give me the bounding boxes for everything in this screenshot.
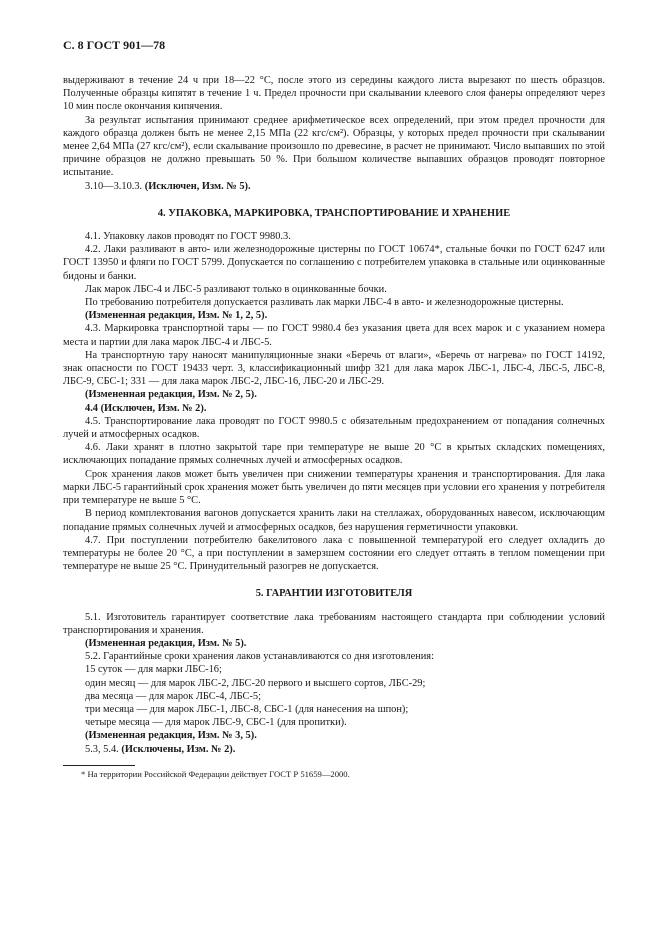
paragraph: Срок хранения лаков может быть увеличен при снижении температуры хранения и транспортирования. Для лака марки ЛБС-5 гарантийный срок хранения может быть увеличен до пяти месяцев при условии его хранения у потребителя при температуре не выше 5 °С. [63, 468, 605, 507]
footnote-divider [63, 765, 135, 766]
footnote: * На территории Российской Федерации действует ГОСТ Р 51659—2000. [81, 768, 350, 779]
list-item: один месяц — для марок ЛБС-2, ЛБС-20 первого и высшего сортов, ЛБС-29; [85, 677, 426, 689]
edit-note: (Измененная редакция, Изм. № 2, 5). [85, 389, 257, 401]
clause-4-2: 4.2. Лаки разливают в авто- или железнодорожные цистерны по ГОСТ 10674*, стальные бочки по ГОСТ 6247 или ГОСТ 13950 и фляги по ГОСТ 5799. Допускается по соглашению с потребителем упаковка в стальные или оцинкованные бидоны и банки. [63, 244, 605, 282]
list-item: 15 суток — для марки ЛБС-16; [85, 664, 222, 676]
paragraph: По требованию потребителя допускается разливать лак марки ЛБС-4 в авто- и железнодорожные цистерны. [85, 297, 564, 309]
clause-number: 3.10—3.10.3. [85, 180, 143, 192]
clause-4-1: 4.1. Упаковку лаков проводят по ГОСТ 9980.3. [85, 231, 291, 243]
clause-5-2: 5.2. Гарантийные сроки хранения лаков устанавливаются со дня изготовления: [85, 651, 434, 663]
section-4-title: 4. УПАКОВКА, МАРКИРОВКА, ТРАНСПОРТИРОВАНИЕ И ХРАНЕНИЕ [157, 207, 511, 219]
clause-4-5: 4.5. Транспортирование лака проводят по ГОСТ 9980.5 с обязательным предохранением от попадания солнечных лучей и атмосферных осадков. [63, 415, 605, 441]
section-5-title: 5. ГАРАНТИИ ИЗГОТОВИТЕЛЯ [255, 588, 413, 600]
clause-note: (Исключен, Изм. № 5). [144, 180, 251, 192]
clause-4-3: 4.3. Маркировка транспортной тары — по ГОСТ 9980.4 без указания цвета для всех марок и с указанием номера места и партии для лака марок ЛБС-4 и ЛБС-5. [63, 323, 605, 348]
list-item: четыре месяца — для марок ЛБС-9, СБС-1 (для пропитки). [85, 717, 347, 729]
clause-4-7: 4.7. При поступлении потребителю бакелитового лака с повышенной температурой его следует охладить до температуры не более 20 °С, а при поступлении в замерзшем состоянии его следует оттаять в теплом помещении при температуре не выше 25 °С. Принудительный разогрев не допускается. [63, 534, 605, 573]
page-header: С. 8 ГОСТ 901—78 [63, 38, 166, 52]
clause-4-6: 4.6. Лаки хранят в плотно закрытой таре при температуре не выше 20 °С в крытых складских помещениях, исключающих попадание прямых солнечных лучей и атмосферных осадков. [63, 442, 605, 467]
paragraph: За результат испытания принимают среднее арифметическое всех определений, при этом предел прочности для каждого образца должен быть не менее 2,15 МПа (22 кгс/см²). Образцы, у которых предел прочности при скалывании менее 2,64 МПа (27 кгс/см²), если скалывание произошло по древесине, в расчет не принимают. Число выпавших по этой причине образцов не должно превышать 50 %. При большом количестве выпавших образцов проводят повторное испытание. [63, 114, 605, 179]
edit-note: (Измененная редакция, Изм. № 1, 2, 5). [85, 310, 268, 322]
clause-5-1: 5.1. Изготовитель гарантирует соответствие лака требованиям настоящего стандарта при соблюдении условий транспортирования и хранения. [63, 611, 605, 636]
list-item: три месяца — для марок ЛБС-1, ЛБС-8, СБС-1 (для нанесения на шпон); [85, 703, 409, 715]
clause-5-3 [63, 743, 605, 756]
clause-4-4: 4.4 (Исключен, Изм. № 2). [85, 402, 207, 414]
edit-note: (Измененная редакция, Изм. № 3, 5). [85, 730, 257, 742]
document-page [63, 38, 605, 780]
paragraph: В период комплектования вагонов допускается хранить лаки на стеллажах, оборудованных навесом, исключающим попадание прямых солнечных лучей и атмосферных осадков, без нарушения герметичности упаковки. [63, 508, 605, 533]
paragraph: Лак марок ЛБС-4 и ЛБС-5 разливают только в оцинкованные бочки. [85, 283, 387, 295]
edit-note: (Измененная редакция, Изм. № 5). [85, 637, 247, 649]
paragraph: выдерживают в течение 24 ч при 18—22 °С, после этого из середины каждого листа вырезают по шесть образцов. Полученные образцы кипятят в течение 1 ч. Предел прочности при скалывании клеевого слоя фанеры определяют через 10 мин после окончания кипячения. [63, 75, 605, 113]
list-item: два месяца — для марок ЛБС-4, ЛБС-5; [85, 690, 262, 702]
clause-3-10 [63, 180, 605, 193]
paragraph: На транспортную тару наносят манипуляционные знаки «Беречь от влаги», «Беречь от нагрева» по ГОСТ 14192, знак опасности по ГОСТ 19433 черт. 3, классификационный шифр 321 для лака марок ЛБС-1, ЛБС-4, ЛБС-5, ЛБС-8, ЛБС-9, СБС-1; 331 — для лака марок ЛБС-2, ЛБС-16, ЛБС-20 и ЛБС-29. [63, 349, 605, 388]
clause-note: (Исключены, Изм. № 2). [121, 743, 236, 755]
clause-number: 5.3, 5.4. [85, 743, 119, 755]
